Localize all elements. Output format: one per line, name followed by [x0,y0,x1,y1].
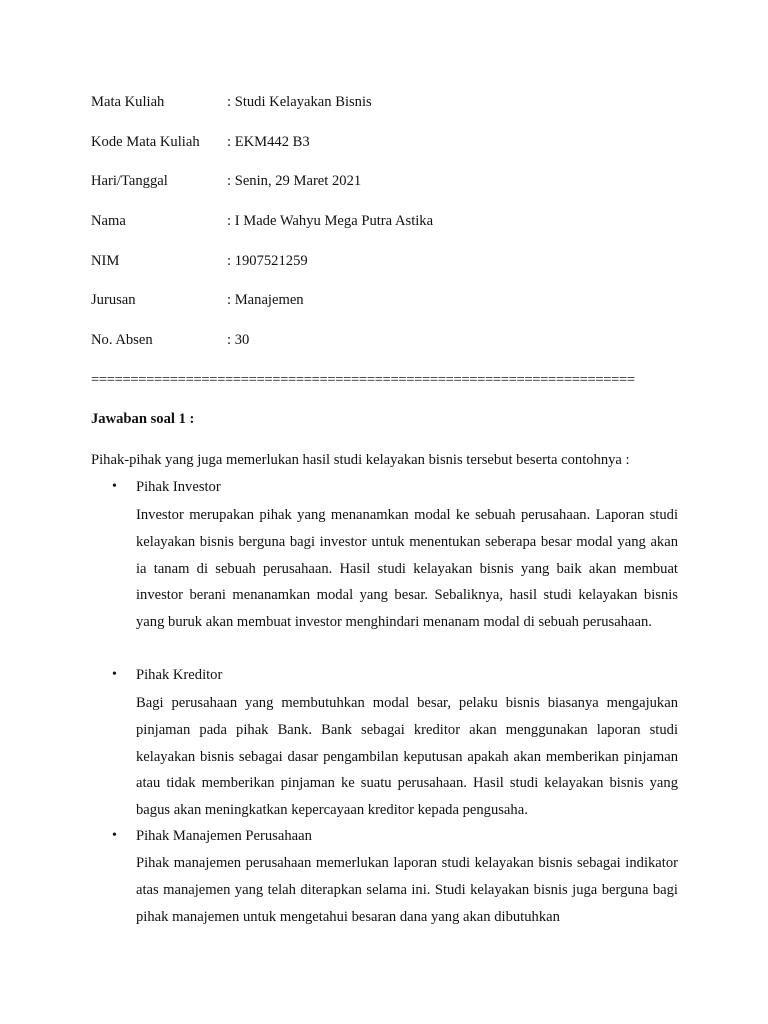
item-title-manajemen: Pihak Manajemen Perusahaan [136,828,312,844]
kode-mata-kuliah-value: : EKM442 B3 [227,134,310,150]
nim-label: NIM [91,253,120,269]
info-row-mata-kuliah [91,92,691,112]
hari-tanggal-label: Hari/Tanggal [91,173,168,189]
mata-kuliah-value: : Studi Kelayakan Bisnis [227,94,372,110]
info-row-hari-tanggal [91,171,691,191]
info-row-kode-mata-kuliah [91,132,691,152]
nama-value: : I Made Wahyu Mega Putra Astika [227,213,434,229]
info-row-jurusan [91,290,691,310]
answer-intro: Pihak-pihak yang juga memerlukan hasil studi kelayakan bisnis tersebut beserta contohnya : [91,452,630,468]
bullet-icon: • [112,828,117,843]
item-title-kreditor: Pihak Kreditor [136,667,223,683]
jurusan-label: Jurusan [91,292,136,308]
item-body-kreditor: Bagi perusahaan yang membutuhkan modal besar, pelaku bisnis biasanya mengajukan pinjaman pada pihak Bank. Bank sebagai kreditor akan menggunakan laporan studi kelayakan bisnis sebagai dasar pengambilan keputusan apakah akan memberikan pinjaman atau tidak memberikan pinjaman ke suatu perusahaan. Hasil studi kelayakan bisnis yang bagus akan meningkatkan kepercayaan kreditor kepada pengusaha. [136,695,678,819]
item-body-investor: Investor merupakan pihak yang menanamkan modal ke sebuah perusahaan. Laporan studi kelayakan bisnis berguna bagi investor untuk menentukan seberapa besar modal yang akan ia tanam di sebuah perusahaan. Hasil studi kelayakan bisnis yang baik akan membuat investor berani menanamkan modal yang besar. Sebaliknya, hasil studi kelayakan bisnis yang buruk akan membuat investor menghindari menanam modal di sebuah perusahaan. [136,507,678,631]
answer-heading: Jawaban soal 1 : [91,411,195,427]
no-absen-label: No. Absen [91,332,153,348]
equals-divider: ===================================================================== [91,372,635,388]
mata-kuliah-label: Mata Kuliah [91,94,165,110]
no-absen-value: : 30 [227,332,250,348]
nim-value: : 1907521259 [227,253,308,269]
info-row-no-absen [91,330,691,350]
bullet-icon: • [112,479,117,494]
nama-label: Nama [91,213,126,229]
info-row-nama [91,211,691,231]
kode-mata-kuliah-label: Kode Mata Kuliah [91,134,200,150]
info-row-nim [91,251,691,271]
hari-tanggal-value: : Senin, 29 Maret 2021 [227,173,362,189]
item-body-manajemen: Pihak manajemen perusahaan memerlukan laporan studi kelayakan bisnis sebagai indikator atas manajemen yang telah diterapkan selama ini. Studi kelayakan bisnis juga berguna bagi pihak manajemen untuk mengetahui besaran dana yang akan dibutuhkan [136,855,678,925]
bullet-icon: • [112,667,117,682]
item-title-investor: Pihak Investor [136,479,221,495]
jurusan-value: : Manajemen [227,292,304,308]
